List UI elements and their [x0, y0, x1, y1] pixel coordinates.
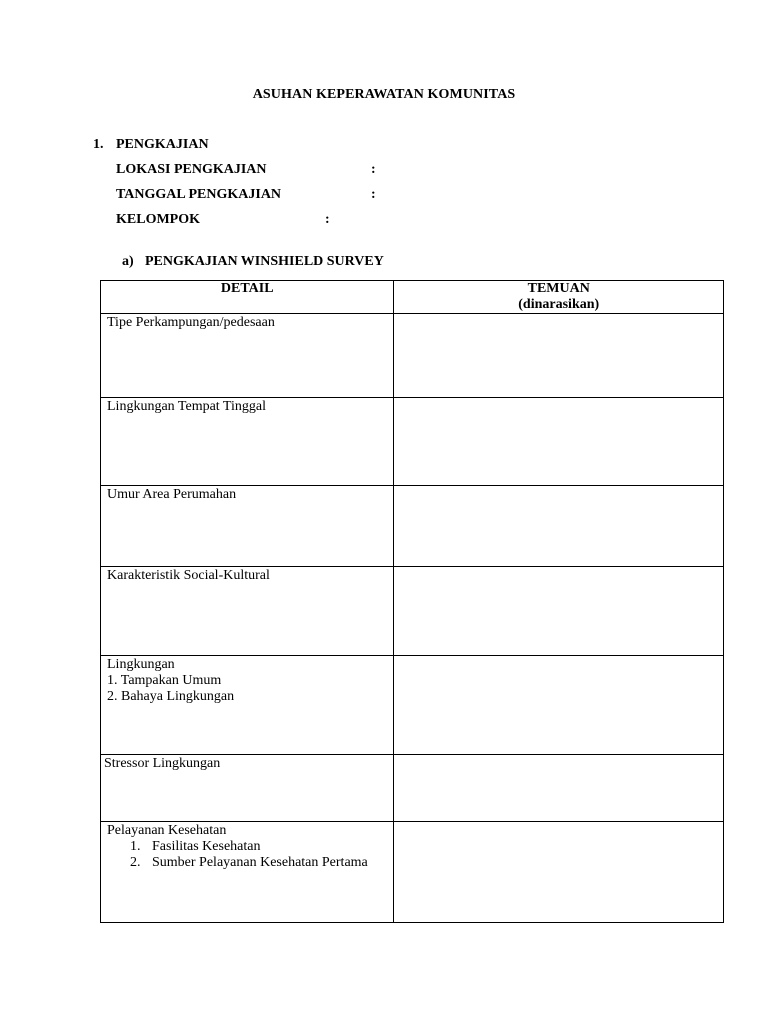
field-colon-tanggal: : [371, 187, 376, 202]
section-heading [93, 137, 209, 153]
detail-cell [101, 486, 394, 567]
section-heading-text: PENGKAJIAN [116, 137, 209, 152]
detail-cell [101, 567, 394, 656]
detail-text: Stressor Lingkungan [104, 756, 221, 771]
header-detail [101, 281, 394, 314]
temuan-text [394, 755, 723, 756]
detail-cell [101, 314, 394, 398]
winshield-survey-table [100, 280, 724, 923]
field-colon-lokasi: : [371, 162, 376, 177]
temuan-cell[interactable] [394, 314, 724, 398]
header-temuan-note: (dinarasikan) [518, 297, 600, 312]
field-tanggal [116, 187, 376, 203]
detail-text: Umur Area Perumahan [107, 487, 237, 502]
subsection-heading-text: PENGKAJIAN WINSHIELD SURVEY [145, 254, 384, 269]
subitem-text: Sumber Pelayanan Kesehatan Pertama [152, 855, 368, 870]
table-header-row [101, 281, 724, 314]
detail-cell [101, 398, 394, 486]
detail-text: Karakteristik Social-Kultural [107, 568, 270, 583]
table-row [101, 314, 724, 398]
detail-subitem: 1. Tampakan Umum [107, 673, 222, 688]
subitem-number: 1. [130, 839, 141, 854]
detail-cell [101, 822, 394, 923]
temuan-cell[interactable] [394, 567, 724, 656]
field-kelompok [116, 212, 330, 228]
field-lokasi [116, 162, 376, 178]
temuan-text [394, 656, 723, 657]
detail-cell [101, 656, 394, 755]
section-number: 1. [93, 137, 104, 152]
detail-text: Pelayanan Kesehatan [107, 823, 227, 838]
temuan-text [394, 486, 723, 487]
temuan-text [394, 314, 723, 315]
header-temuan-label: TEMUAN [527, 281, 590, 296]
temuan-cell[interactable] [394, 656, 724, 755]
field-colon-kelompok: : [325, 212, 330, 227]
detail-subitem: 2. Bahaya Lingkungan [107, 689, 235, 704]
detail-text: Tipe Perkampungan/pedesaan [107, 315, 275, 330]
table-row [101, 486, 724, 567]
header-temuan [394, 281, 724, 314]
temuan-cell[interactable] [394, 398, 724, 486]
detail-text-block [101, 822, 393, 871]
field-label-kelompok: KELOMPOK [116, 212, 200, 227]
temuan-cell[interactable] [394, 486, 724, 567]
detail-text-block [101, 656, 393, 705]
subsection-letter: a) [122, 254, 134, 269]
detail-text: Lingkungan [107, 657, 175, 672]
table-row [101, 755, 724, 822]
table-row [101, 398, 724, 486]
temuan-text [394, 398, 723, 399]
table-row [101, 656, 724, 755]
table-row [101, 822, 724, 923]
detail-subitem [107, 839, 387, 855]
header-detail-label: DETAIL [220, 281, 274, 296]
temuan-cell[interactable] [394, 822, 724, 923]
subsection-heading [122, 254, 384, 270]
subitem-text: Fasilitas Kesehatan [152, 839, 261, 854]
temuan-text [394, 567, 723, 568]
subitem-number: 2. [130, 855, 141, 870]
field-label-tanggal: TANGGAL PENGKAJIAN [116, 187, 282, 202]
temuan-text [394, 822, 723, 823]
document-title: ASUHAN KEPERAWATAN KOMUNITAS [252, 87, 516, 102]
detail-cell [101, 755, 394, 822]
field-label-lokasi: LOKASI PENGKAJIAN [116, 162, 267, 177]
detail-text: Lingkungan Tempat Tinggal [107, 399, 266, 414]
detail-subitem [107, 855, 387, 871]
table-row [101, 567, 724, 656]
temuan-cell[interactable] [394, 755, 724, 822]
